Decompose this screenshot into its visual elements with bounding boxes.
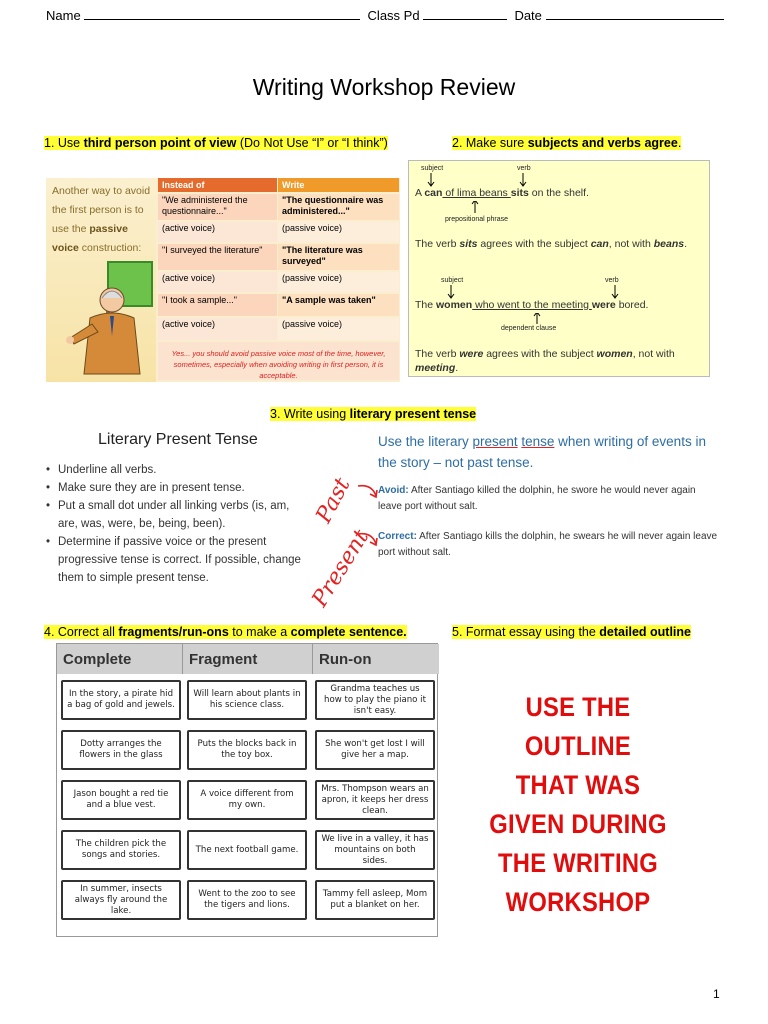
verb-label: verb bbox=[517, 165, 531, 172]
prep-phrase-label: prepositional phrase bbox=[445, 216, 509, 223]
card-runon-3[interactable]: Mrs. Thompson wears an apron, it keeps her dress clean. bbox=[315, 780, 435, 820]
bullet-item: • Put a small dot under all linking verbs (is, am, are, was, were, be, being, been). bbox=[46, 497, 311, 533]
passive-intro-panel bbox=[46, 178, 156, 382]
page-number: 1 bbox=[713, 987, 720, 1001]
col-header-instead: Instead of bbox=[158, 178, 277, 192]
pv-instead-5: "I took a sample..." bbox=[158, 294, 277, 316]
card-fragment-5[interactable]: Went to the zoo to see the tigers and lions. bbox=[187, 880, 307, 920]
pv-write-3: "The literature was surveyed" bbox=[278, 244, 399, 270]
card-complete-2[interactable]: Dotty arranges the flowers in the glass bbox=[61, 730, 181, 770]
class-field[interactable] bbox=[423, 7, 507, 20]
card-complete-1[interactable]: In the story, a pirate hid a bag of gold and jewels. bbox=[61, 680, 181, 720]
card-runon-2[interactable]: She won't get lost I will give her a map. bbox=[315, 730, 435, 770]
arrow-prep-icon bbox=[409, 201, 711, 215]
card-runon-5[interactable]: Tammy fell asleep, Mom put a blanket on her. bbox=[315, 880, 435, 920]
bullet-item: • Determine if passive voice or the present progressive tense is correct. If possible, change them to simple present tense. bbox=[46, 533, 311, 587]
sentence-sort-worksheet bbox=[56, 643, 438, 937]
dep-clause-label: dependent clause bbox=[501, 325, 557, 332]
pv-instead-1: "We administered the questionnaire..." bbox=[158, 194, 277, 220]
literary-tense-examples bbox=[378, 431, 718, 591]
subject-label: subject bbox=[421, 165, 444, 172]
literary-tense-title: Literary Present Tense bbox=[98, 431, 258, 448]
passive-voice-note: Yes... you should avoid passive voice most of the time, however, sometimes, especially when avoiding writing in first person, it is acceptable. bbox=[158, 342, 399, 380]
card-fragment-1[interactable]: Will learn about plants in his science class. bbox=[187, 680, 307, 720]
bullet-item: • Underline all verbs. bbox=[46, 461, 311, 479]
outline-line: GIVEN DURING bbox=[489, 809, 667, 839]
outline-line: USE THE bbox=[525, 692, 631, 722]
card-complete-5[interactable]: In summer, insects always fly around the lake. bbox=[61, 880, 181, 920]
page-title: Writing Workshop Review bbox=[252, 74, 516, 100]
name-field[interactable] bbox=[84, 7, 360, 20]
section-1-heading: 1. Use third person point of view (Do Not Use “I” or “I think”) bbox=[44, 136, 388, 150]
section-3-heading: 3. Write using literary present tense bbox=[270, 407, 477, 421]
teacher-illustration-icon bbox=[60, 260, 156, 378]
card-fragment-4[interactable]: The next football game. bbox=[187, 830, 307, 870]
card-fragment-2[interactable]: Puts the blocks back in the toy box. bbox=[187, 730, 307, 770]
date-field[interactable] bbox=[546, 7, 724, 20]
present-handwritten-label: Present bbox=[307, 525, 375, 612]
pv-write-4: (passive voice) bbox=[278, 272, 399, 292]
avoid-example: Avoid: After Santiago killed the dolphin, he swore he would never again leave port without salt. bbox=[378, 485, 696, 512]
subject-label-2: subject bbox=[441, 277, 464, 284]
col-complete-header: Complete bbox=[57, 644, 183, 674]
name-label: Name bbox=[46, 8, 81, 23]
card-runon-1[interactable]: Grandma teaches us how to play the piano it isn't easy. bbox=[315, 680, 435, 720]
card-runon-4[interactable]: We live in a valley, it has mountains on both sides. bbox=[315, 830, 435, 870]
hand-arrows-icon bbox=[356, 482, 380, 552]
arrows-1-icon bbox=[409, 173, 711, 187]
explanation-2: The verb were agrees with the subject women, not with meeting. bbox=[415, 348, 675, 374]
past-handwritten-label: Past bbox=[311, 473, 356, 528]
card-fragment-3[interactable]: A voice different from my own. bbox=[187, 780, 307, 820]
arrows-2-icon bbox=[409, 285, 711, 299]
section-4-heading: 4. Correct all fragments/run-ons to make a complete sentence. bbox=[44, 625, 407, 639]
pv-instead-3: "I surveyed the literature" bbox=[158, 244, 277, 270]
outline-instruction bbox=[472, 688, 683, 922]
section-2-heading: 2. Make sure subjects and verbs agree. bbox=[452, 136, 682, 150]
date-label: Date bbox=[514, 8, 542, 23]
correct-example: Correct: After Santiago kills the dolphin, he swears he will never again leave port without salt. bbox=[378, 531, 718, 558]
explanation-1: The verb sits agrees with the subject can, not with beans. bbox=[415, 238, 688, 250]
literary-tense-panel bbox=[46, 431, 311, 599]
outline-line: THE WRITING bbox=[498, 848, 658, 878]
example-1-sentence: A can of lima beans sits on the shelf. bbox=[415, 187, 589, 199]
outline-line: WORKSHOP bbox=[505, 887, 651, 917]
col-runon-header: Run-on bbox=[313, 644, 439, 674]
arrow-dep-icon bbox=[409, 313, 711, 325]
outline-line: THAT WAS bbox=[515, 770, 641, 800]
section-5-heading: 5. Format essay using the detailed outline bbox=[452, 625, 691, 639]
pv-write-6: (passive voice) bbox=[278, 318, 399, 340]
example-2-sentence: The women who went to the meeting were bored. bbox=[415, 299, 649, 311]
pv-write-2: (passive voice) bbox=[278, 222, 399, 242]
passive-intro-text: Another way to avoid the first person is to use the passive voice construction: bbox=[52, 185, 151, 254]
col-fragment-header: Fragment bbox=[183, 644, 313, 674]
verb-label-2: verb bbox=[605, 277, 619, 284]
card-complete-3[interactable]: Jason bought a red tie and a blue vest. bbox=[61, 780, 181, 820]
pv-write-5: "A sample was taken" bbox=[278, 294, 399, 316]
pv-instead-4: (active voice) bbox=[158, 272, 277, 292]
bullet-item: • Make sure they are in present tense. bbox=[46, 479, 311, 497]
class-label: Class Pd bbox=[367, 8, 420, 23]
pv-instead-2: (active voice) bbox=[158, 222, 277, 242]
pv-instead-6: (active voice) bbox=[158, 318, 277, 340]
col-header-write: Write bbox=[278, 178, 399, 192]
use-literary-text: Use the literary present tense when writing of events in the story – not past tense. bbox=[378, 434, 706, 470]
pv-write-1: "The questionnaire was administered..." bbox=[278, 194, 399, 220]
card-complete-4[interactable]: The children pick the songs and stories. bbox=[61, 830, 181, 870]
passive-voice-box bbox=[46, 178, 400, 382]
header-bar bbox=[46, 7, 724, 23]
subject-verb-box bbox=[408, 160, 710, 377]
outline-line: OUTLINE bbox=[524, 731, 632, 761]
